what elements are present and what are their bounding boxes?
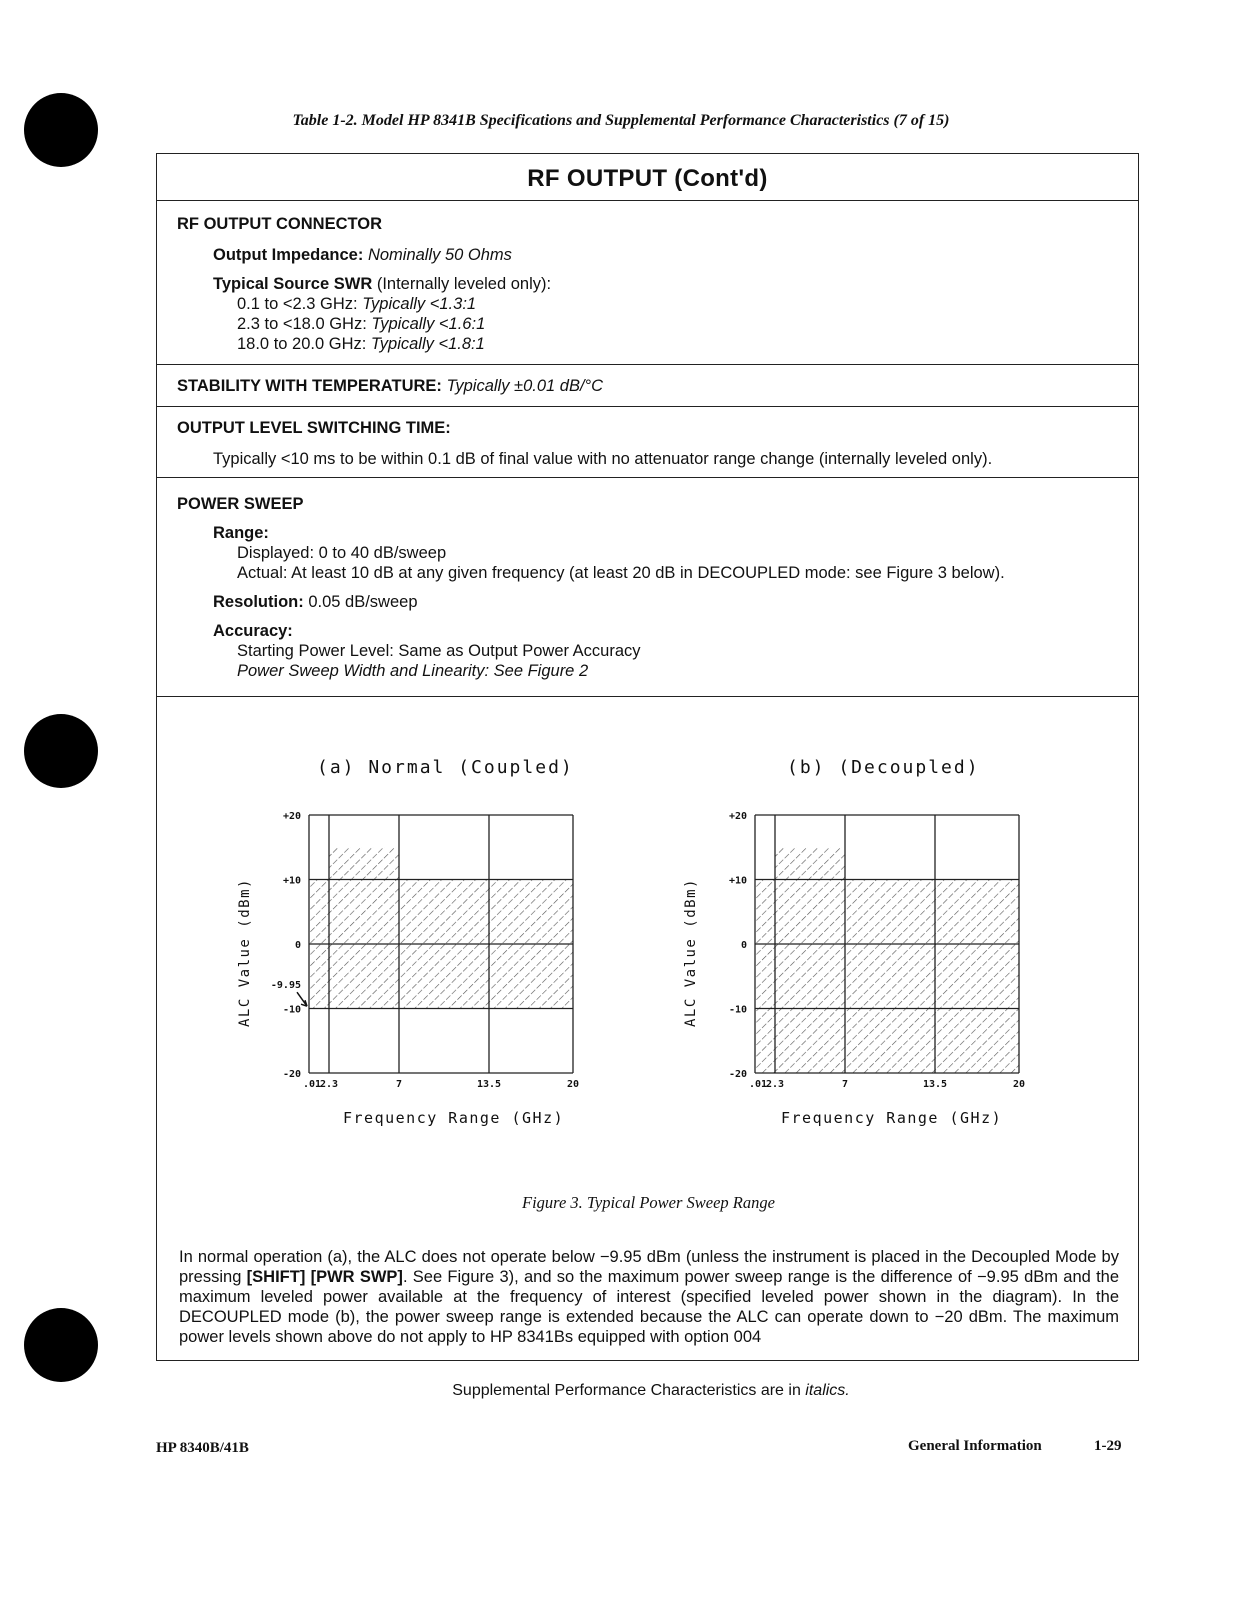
paragraph-keys: [SHIFT] [PWR SWP] — [246, 1268, 403, 1286]
swr-row — [237, 334, 1118, 354]
swr-value: Typically <1.8:1 — [370, 335, 485, 353]
power-sweep-section — [157, 478, 1138, 697]
range-label: Range: — [213, 524, 269, 542]
switching-section — [157, 407, 1138, 478]
footer-model: HP 8340B/41B — [156, 1440, 249, 1456]
impedance-line — [213, 246, 1118, 265]
supplemental-note — [0, 1382, 1242, 1400]
supplemental-text: Supplemental Performance Characteristics are in — [452, 1382, 806, 1399]
swr-value: Typically <1.3:1 — [362, 295, 477, 313]
swr-value: Typically <1.6:1 — [371, 315, 486, 333]
chart-b-title: (b) (Decoupled) — [787, 757, 980, 778]
supplemental-italics: italics. — [805, 1382, 850, 1399]
spec-table — [156, 153, 1139, 1361]
punch-hole-middle — [24, 714, 98, 788]
power-sweep-title: POWER SWEEP — [177, 495, 304, 513]
chart-b — [713, 805, 1043, 1095]
x-tick-label: 13.5 — [922, 1079, 948, 1090]
footer-section: General Information — [908, 1438, 1042, 1454]
switching-text: Typically <10 ms to be within 0.1 dB of final value with no attenuator range change (internally leveled only). — [213, 450, 993, 468]
y-tick-label: +10 — [282, 875, 301, 887]
accuracy-line-2: Power Sweep Width and Linearity: See Figure 2 — [237, 662, 589, 680]
x-tick-label: 7 — [395, 1079, 403, 1090]
range-displayed: Displayed: 0 to 40 dB/sweep — [237, 544, 447, 562]
punch-hole-top — [24, 93, 98, 167]
impedance-label: Output Impedance: — [213, 246, 364, 264]
rf-connector-section — [157, 201, 1138, 365]
swr-label: Typical Source SWR — [213, 275, 373, 293]
accuracy-label: Accuracy: — [213, 622, 293, 640]
switching-title: OUTPUT LEVEL SWITCHING TIME: — [177, 419, 451, 437]
table-header: RF OUTPUT (Cont'd) — [157, 154, 1138, 201]
paragraph-text-1: In normal operation (a), the ALC does not operate below −9.95 dBm (unless the instrument is placed in the Decoupled Mode by pressing — [179, 1248, 1119, 1286]
chart-a — [267, 805, 597, 1095]
swr-note: (Internally leveled only): — [376, 275, 552, 293]
chart-a-xlabel: Frequency Range (GHz) — [343, 1109, 565, 1127]
stability-value: Typically ±0.01 dB/°C — [446, 377, 604, 395]
chart-a-title: (a) Normal (Coupled) — [317, 757, 574, 778]
leveled-power-region — [845, 880, 1019, 1074]
x-tick-label: 2.3 — [765, 1079, 785, 1090]
resolution-label: Resolution: — [213, 593, 304, 611]
y-tick-label: 0 — [294, 940, 301, 951]
annotation-label: -9.95 — [270, 980, 301, 992]
impedance-value: Nominally 50 Ohms — [367, 246, 512, 264]
x-tick-label: .01 — [749, 1079, 768, 1090]
y-tick-label: +10 — [728, 875, 747, 887]
paragraph-text-2: . See Figure 3), and so the maximum power sweep range is the difference of −9.95 dBm and the maximum leveled power available at the frequency of interest (specified leveled power shown in the diagram). In the DECOUPLED mode (b), the power sweep range is extended because the ALC can operate down to −20 dBm. The maximum power levels shown above do not apply to HP 8341Bs equipped with option 004 — [179, 1268, 1120, 1346]
stability-section — [157, 365, 1138, 407]
leveled-power-region — [775, 847, 845, 1073]
x-tick-label: 20 — [1012, 1079, 1026, 1090]
range-actual: Actual: At least 10 dB at any given frequency (at least 20 dB in DECOUPLED mode: see Figure 3 below). — [237, 564, 1005, 582]
accuracy-line-1: Starting Power Level: Same as Output Power Accuracy — [237, 642, 641, 660]
table-caption: Table 1-2. Model HP 8341B Specifications and Supplemental Performance Characteristics (7 of 15) — [292, 112, 950, 129]
y-tick-label: -10 — [728, 1004, 747, 1016]
chart-a-ylabel: ALC Value (dBm) — [237, 878, 253, 1027]
y-tick-label: +20 — [728, 811, 747, 822]
x-tick-label: 13.5 — [476, 1079, 502, 1090]
figure-caption: Figure 3. Typical Power Sweep Range — [522, 1193, 775, 1212]
swr-range: 18.0 to 20.0 GHz: — [237, 335, 371, 353]
footer-page-number: 1-29 — [1094, 1438, 1122, 1454]
swr-range: 2.3 to <18.0 GHz: — [237, 315, 372, 333]
swr-row — [237, 314, 1118, 334]
stability-label: STABILITY WITH TEMPERATURE: — [177, 377, 442, 395]
x-tick-label: .01 — [303, 1079, 322, 1090]
swr-row — [237, 294, 1118, 314]
resolution-value: 0.05 dB/sweep — [308, 593, 418, 611]
x-tick-label: 20 — [566, 1079, 580, 1090]
chart-b-xlabel: Frequency Range (GHz) — [781, 1109, 1003, 1127]
leveled-power-region — [329, 847, 399, 1008]
y-tick-label: -20 — [282, 1069, 301, 1080]
chart-b-ylabel: ALC Value (dBm) — [683, 878, 699, 1027]
y-tick-label: +20 — [282, 811, 301, 822]
x-tick-label: 2.3 — [319, 1079, 339, 1090]
resolution-line — [213, 593, 1118, 612]
figure-section — [157, 697, 1138, 1361]
description-paragraph — [179, 1247, 1119, 1347]
punch-hole-bottom — [24, 1308, 98, 1382]
swr-line — [213, 275, 1118, 294]
y-tick-label: -10 — [282, 1004, 301, 1016]
y-tick-label: -20 — [728, 1069, 747, 1080]
leveled-power-region — [755, 880, 775, 1074]
x-tick-label: 7 — [841, 1079, 849, 1090]
rf-connector-title: RF OUTPUT CONNECTOR — [177, 215, 383, 233]
swr-range: 0.1 to <2.3 GHz: — [237, 295, 363, 313]
y-tick-label: 0 — [740, 940, 747, 951]
